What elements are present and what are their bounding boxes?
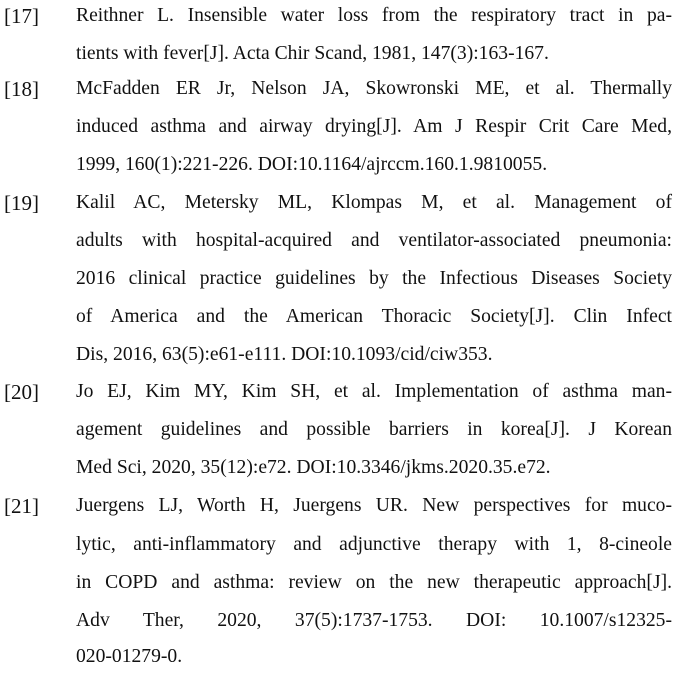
- reference-number: [17]: [4, 4, 39, 28]
- reference-line: Dis, 2016, 63(5):e61-e111. DOI:10.1093/cid/ciw353.: [76, 344, 493, 365]
- reference-number: [19]: [4, 191, 39, 215]
- reference-line: Med Sci, 2020, 35(12):e72. DOI:10.3346/jkms.2020.35.e72.: [76, 457, 551, 478]
- reference-line: 2016 clinical practice guidelines by the Infectious Diseases Society: [76, 268, 672, 289]
- reference-line: Kalil AC, Metersky ML, Klompas M, et al. Management of: [76, 192, 672, 213]
- reference-line: McFadden ER Jr, Nelson JA, Skowronski ME, et al. Thermally: [76, 78, 672, 99]
- reference-line: lytic, anti-inflammatory and adjunctive therapy with 1, 8-cineole: [76, 534, 672, 555]
- reference-line: tients with fever[J]. Acta Chir Scand, 1981, 147(3):163-167.: [76, 43, 549, 64]
- reference-line: 020-01279-0.: [76, 646, 183, 667]
- reference-line: Juergens LJ, Worth H, Juergens UR. New perspectives for muco-: [76, 495, 672, 516]
- reference-line: Reithner L. Insensible water loss from the respiratory tract in pa-: [76, 5, 672, 26]
- reference-line: Jo EJ, Kim MY, Kim SH, et al. Implementation of asthma man-: [76, 381, 672, 402]
- reference-line: agement guidelines and possible barriers in korea[J]. J Korean: [76, 419, 672, 440]
- reference-line: Adv Ther, 2020, 37(5):1737-1753. DOI: 10.1007/s12325-: [76, 610, 672, 631]
- reference-line: adults with hospital-acquired and ventilator-associated pneumonia:: [76, 230, 672, 251]
- reference-number: [18]: [4, 77, 39, 101]
- reference-number: [20]: [4, 380, 39, 404]
- reference-line: of America and the American Thoracic Society[J]. Clin Infect: [76, 306, 672, 327]
- reference-number: [21]: [4, 494, 39, 518]
- reference-line: in COPD and asthma: review on the new therapeutic approach[J].: [76, 572, 672, 593]
- reference-line: induced asthma and airway drying[J]. Am J Respir Crit Care Med,: [76, 116, 672, 137]
- reference-line: 1999, 160(1):221-226. DOI:10.1164/ajrccm.160.1.9810055.: [76, 154, 548, 175]
